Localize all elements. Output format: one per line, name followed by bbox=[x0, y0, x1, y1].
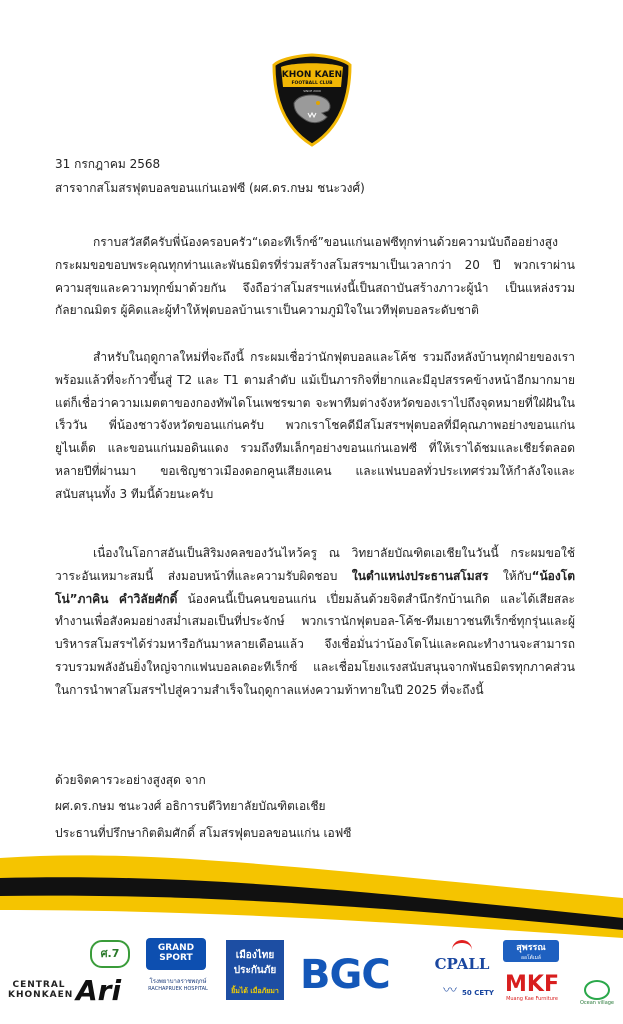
signoff-line-2: ผศ.ดร.กษม ชนะวงศ์ อธิการบดีวิทยาลัยบัณฑิตเอเชีย bbox=[55, 799, 326, 813]
sc-label: 50 CETY bbox=[462, 989, 494, 997]
paragraph-3 bbox=[55, 542, 575, 702]
sponsor-ocean-village bbox=[576, 980, 618, 1006]
sponsor-cpall bbox=[430, 940, 494, 973]
signoff-line-3: ประธานที่ปรึกษากิตติมศักดิ์ สโมสรฟุตบอลขอนแก่น เอฟซี bbox=[55, 826, 352, 840]
sponsor-50cety bbox=[428, 980, 494, 1000]
mkf-label: MKF bbox=[505, 972, 559, 997]
sponsor-sor7 bbox=[90, 940, 130, 968]
sponsor-mkf bbox=[500, 974, 564, 1002]
paragraph-1: กราบสวัสดีครับพี่น้องครอบครัว“เดอะทีเร็กซ์”ขอนแก่นเอฟซีทุกท่านด้วยความนับถืออย่างสูง กระผมขอขอบพระคุณทุกท่านและพันธมิตรที่ร่วมสร้างสโมสรฯมาเป็นเวลากว่า 20 ปี พวกเราผ่านความสุขและความทุกข์มาด้วยกัน จึงถือว่าสโมสรฯแห่งนี้เป็นสถาบันสร้างภาวะผู้นำ เป็นแหล่งรวมกัลยาณมิตร ผู้คิดและผู้ทำให้ฟุตบอลบ้านเราเป็นความภูมิใจในเวทีฟุตบอลระดับชาติ bbox=[55, 235, 575, 318]
signoff-line-1: ด้วยจิตคารวะอย่างสูงสุด จาก bbox=[55, 773, 206, 787]
decorative-waves bbox=[0, 838, 623, 938]
letter-date: 31 กรกฎาคม 2568 bbox=[55, 157, 161, 171]
muang-line-3: ยิ้มได้ เมื่อภัยมา bbox=[231, 987, 279, 995]
p3-bold-position: ในตำแหน่งประธานสโมสร bbox=[351, 568, 489, 583]
sponsor-muangthai bbox=[226, 940, 284, 1000]
muang-line-2: ประกันภัย bbox=[233, 965, 277, 976]
pulse-icon: 〰 bbox=[442, 983, 457, 999]
p3-text-1: เนื่องในโอกาสอันเป็นสิริมงคลของวันไหว้ครู ณ วิทยาลัยบัณฑิตเอเชียในวันนี้ กระผมขอใช้วาระอันเหมาะสมนี้ ส่งมอบหน้าที่และความรับผิดชอบ bbox=[55, 546, 575, 583]
central-line-2: KHONKAEN bbox=[8, 990, 74, 1000]
rach-line-2: RACHAPRUEK HOSPITAL bbox=[148, 986, 208, 992]
sponsor-ari: Ari bbox=[76, 974, 122, 1007]
cpall-label: CPALL bbox=[434, 955, 490, 973]
ocean-label: Ocean village bbox=[579, 1000, 615, 1006]
p3-text-3: น้องคนนี้เป็นคนขอนแก่น เปี่ยมล้นด้วยจิตสำนึกรักบ้านเกิด และได้เสียสละทำงานเพื่อสังคมอย่างสม่ำเสมอเป็นที่ประจักษ์ พวกเรานักฟุตบอล-โค้ช-ทีมเยาวชนทีเร็กซ์ทุกรุ่นและผู้บริหารสโมสรฯได้ร่วมหารือกันมาหลายเดือนแล้ว จึงเชื่อมั่นว่าน้องโตโน่และคณะทำงานจะสามารถรวบรวมพลังอันยิ่งใหญ่จากแฟนบอลเดอะทีเร็กซ์ และเชื่อมโยงแรงสนับสนุนจากพันธมิตรทุกภาคส่วน ในการนำพาสโมสรฯไปสู่ความสำเร็จในฤดูกาลแห่งความท้าทายในปี 2025 ที่จะถึงนี้ bbox=[55, 591, 576, 697]
sponsor-central bbox=[8, 980, 74, 1000]
sponsor-supporn bbox=[503, 940, 559, 962]
supporn-line-2: ออโต้เมล์ bbox=[520, 955, 541, 961]
grand-line-1: GRAND bbox=[157, 943, 195, 953]
p3-bold-name: “น้องโตโน่”ภาคิน คำวิลัยศักดิ์ bbox=[55, 568, 575, 606]
sor7-label: ศ.7 bbox=[100, 947, 120, 960]
rach-line-1: โรงพยาบาลราชพฤกษ์ bbox=[149, 978, 207, 985]
logo-since: SINCE 2009 bbox=[303, 89, 321, 93]
central-line-1: CENTRAL bbox=[12, 980, 66, 990]
grand-line-2: SPORT bbox=[159, 953, 193, 963]
letter-subject: สารจากสโมสรฟุตบอลขอนแก่นเอฟซี (ผศ.ดร.กษม ชนะวงศ์) bbox=[55, 181, 365, 195]
logo-name: KHON KAEN bbox=[281, 70, 343, 80]
sponsor-rachapruek bbox=[140, 976, 216, 992]
supporn-line-1: สุพรรณ bbox=[516, 943, 546, 953]
cpall-icon bbox=[452, 940, 472, 955]
logo-sub: FOOTBALL CLUB bbox=[291, 81, 333, 86]
p3-text-2: ให้กับ bbox=[488, 568, 532, 583]
ocean-icon bbox=[584, 980, 610, 1000]
paragraph-2: สำหรับในฤดูกาลใหม่ที่จะถึงนี้ กระผมเชื่อว่านักฟุตบอลและโค้ช รวมถึงหลังบ้านทุกฝ่ายของเราพร้อมแล้วที่จะก้าวขึ้นสู่ T2 และ T1 ตามลำดับ แม้เป็นภารกิจที่ยากและมีอุปสรรคข้างหน้าอีกมากมาย แต่ก็เชื่อว่าความเมตตาของกองทัพไดโนเพชรฆาต จะพาทีมต่างจังหวัดของเราไปถึงจุดหมายที่ใฝ่ฝันในเร็ววัน พี่น้องชาวจังหวัดขอนแก่นครับ พวกเราโชคดีมีสโมสรฯฟุตบอลที่มีคุณภาพอย่างขอนแก่นยูไนเต็ด และขอนแก่นมอดินแดง รวมถึงทีมเล็กๆอย่างขอนแก่นเอฟซี ที่ให้เราได้ชมและเชียร์ตลอดหลายปีที่ผ่านมา ขอเชิญชาวเมืองดอกคูนเสียงแคน และแฟนบอลทั่วประเทศร่วมให้กำลังใจและสนับสนุนทั้ง 3 ทีมนี้ด้วยนะครับ bbox=[55, 350, 575, 501]
sponsor-bgc: BGC bbox=[300, 952, 390, 998]
mkf-sub: Muang Kae Furniture bbox=[506, 996, 558, 1002]
sponsor-grand-sport bbox=[146, 938, 206, 970]
muang-line-1: เมืองไทย bbox=[235, 950, 275, 961]
club-logo bbox=[272, 53, 352, 147]
